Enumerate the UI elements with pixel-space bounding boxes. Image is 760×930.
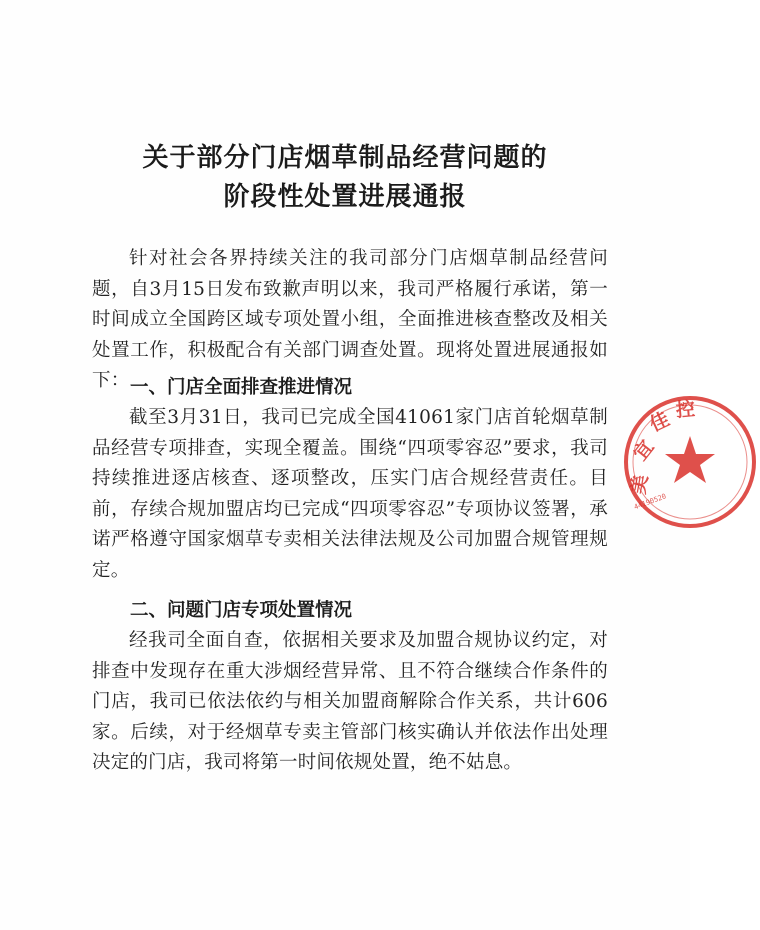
- section1-paragraph: 截至3月31日，我司已完成全国41061家门店首轮烟草制品经营专项排查，实现全覆盖。围绕“四项零容忍”要求，我司持续推进逐店核查、逐项整改，压实门店合规经营责任。目前，存续合规加盟店均已完成“四项零容忍”专项协议签署，承诺严格遵守国家烟草专卖相关法律法规及公司加盟合规管理规定。: [92, 407, 608, 581]
- intro-paragraph: 针对社会各界持续关注的我司部分门店烟草制品经营问题，自3月15日发布致歉声明以来，我司严格履行承诺，第一时间成立全国跨区域专项处置小组，全面推进核查整改及相关处置工作，积极配合有关部门调查处置。现将处置进展通报如下：: [92, 248, 608, 391]
- section1-heading: 一、门店全面排查推进情况: [130, 377, 353, 398]
- seal-char-4: 控: [675, 398, 696, 422]
- seal-star: [665, 436, 715, 483]
- section2-heading: 二、问题门店专项处置情况: [130, 600, 353, 621]
- seal-char-3: 佳: [646, 408, 673, 437]
- seal-char-1: 美: [627, 473, 653, 496]
- company-seal: [620, 392, 760, 532]
- seal-number: 44190520: [632, 492, 668, 512]
- seal-char-2: 宜: [629, 436, 659, 465]
- section2-paragraph: 经我司全面自查，依据相关要求及加盟合规协议约定，对排查中发现存在重大涉烟经营异常、且不符合继续合作条件的门店，我司已依法依约与相关加盟商解除合作关系，共计606家。后续，对于经烟草专卖主管部门核实确认并依法作出处理决定的门店，我司将第一时间依规处置，绝不姑息。: [92, 630, 608, 773]
- document-title-line2: 阶段性处置进展通报: [223, 182, 467, 212]
- document-title-line1: 关于部分门店烟草制品经营问题的: [142, 143, 548, 173]
